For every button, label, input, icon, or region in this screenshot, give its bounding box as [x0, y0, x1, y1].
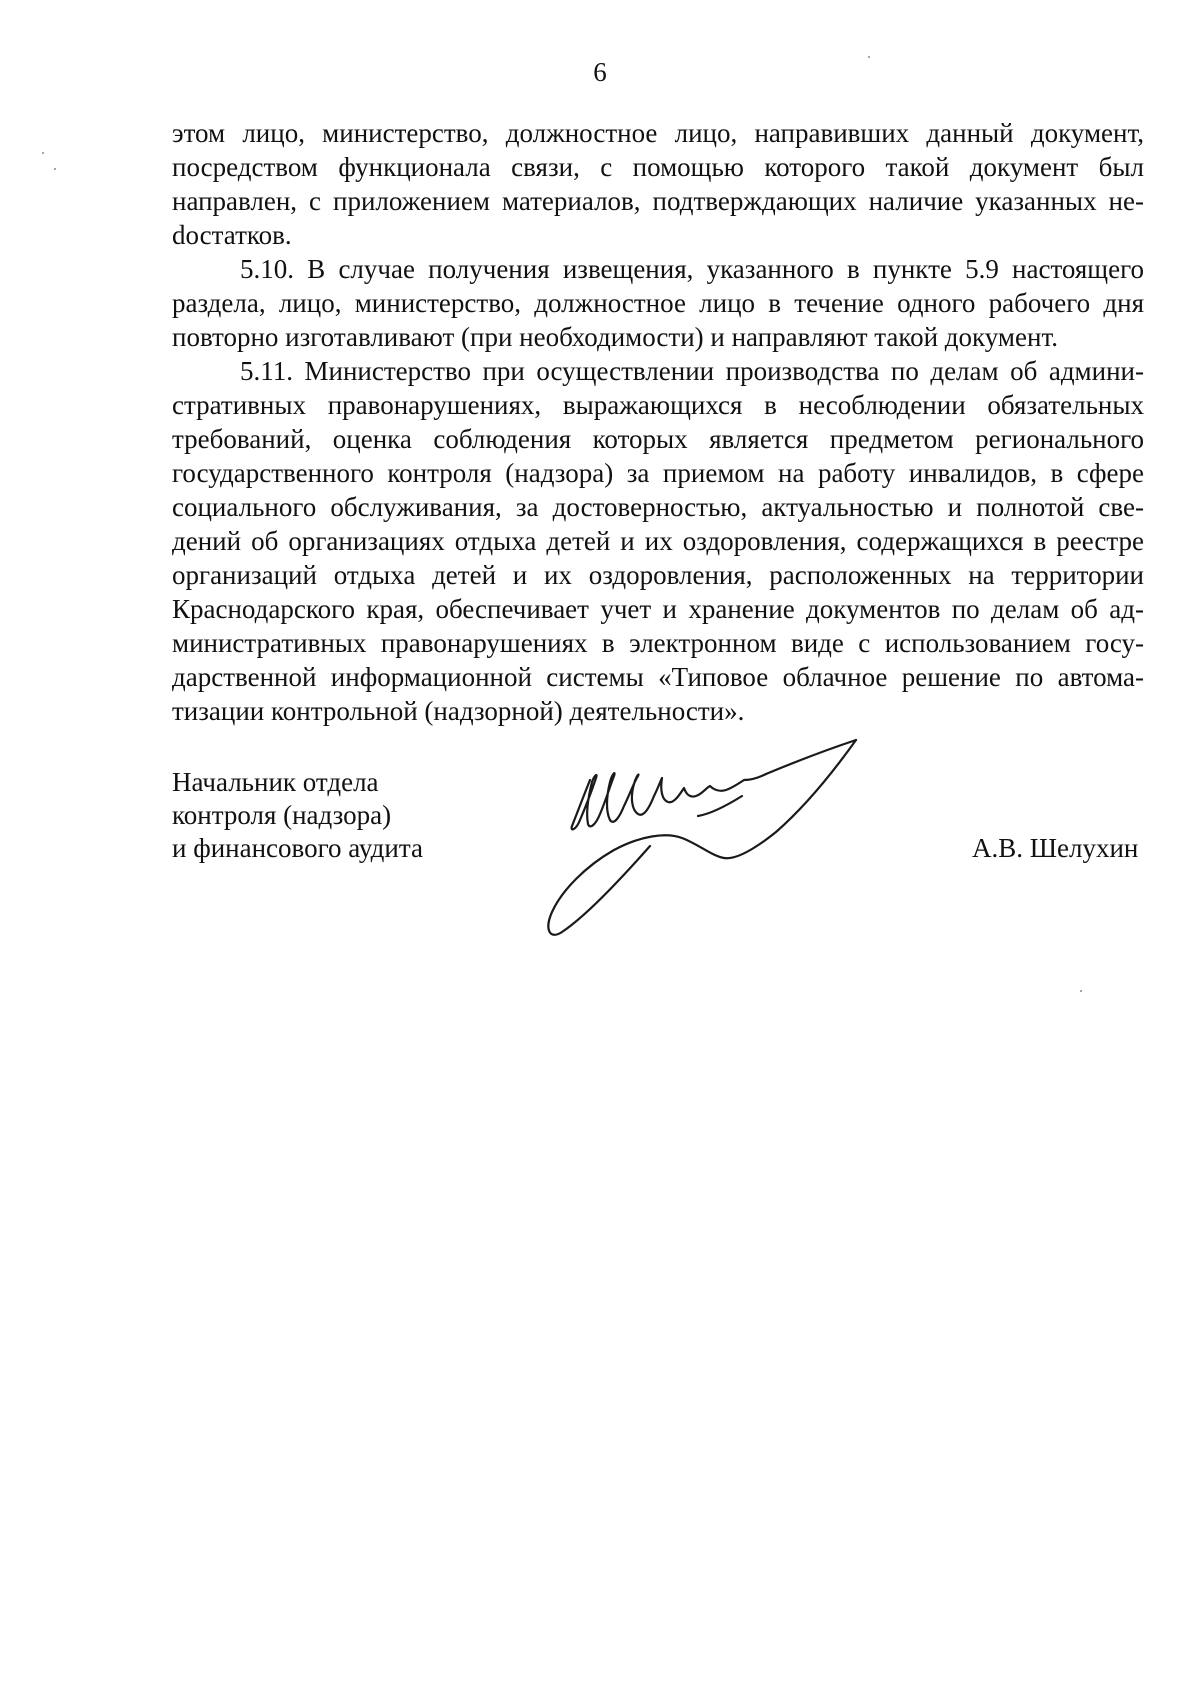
page-number: 6 [593, 57, 607, 87]
paragraph-5-11: 5.11. Министерство при осуществлении производства по делам об административных правонарушениях, выражающихся в несоблюдении обязательных требований, оценка соблюдения которых является предметом регионального государственного контроля (надзора) за приемом на работу инвалидов, в сфере социального обслуживания, за достоверностью, актуальностью и полнотой сведений об организациях отдыха детей и их оздоровления, содержащихся в реестре организаций отдыха детей и их оздоровления, расположенных на территории Краснодарского края, обеспечивает учет и хранение документов по делам об административных правонарушениях в электронном виде с использованием государственной информационной системы «Типовое облачное решение по автоматизации контрольной (надзорной) деятельности». [172, 356, 1144, 726]
signatory-name: А.В. Шелухин [972, 833, 1139, 863]
paragraph-5-10: 5.10. В случае получения извещения, указанного в пункте 5.9 настоящего раздела, лицо, министерство, должностное лицо в течение одного рабочего дня повторно изготавливают (при необходимости) и направляют такой документ. [172, 254, 1144, 352]
signatory-title-line: Начальник отдела [172, 767, 379, 797]
scan-speck [42, 152, 44, 154]
scan-speck [1080, 990, 1082, 992]
signatory-title-line: и финансового аудита [172, 833, 423, 863]
document-body [172, 116, 1144, 728]
handwritten-signature-icon [530, 720, 950, 960]
scan-speck [54, 168, 56, 170]
paragraph-continuation: этом лицо, министерство, должностное лицо, направивших данный документ, посредством функционала связи, с помощью которого такой документ был направлен, с приложением материалов, подтверждающих наличие указанных неdостатков. [172, 118, 1144, 250]
signatory-title-line: контроля (надзора) [172, 800, 392, 830]
signatory-title [172, 766, 423, 865]
scan-speck [868, 56, 870, 58]
